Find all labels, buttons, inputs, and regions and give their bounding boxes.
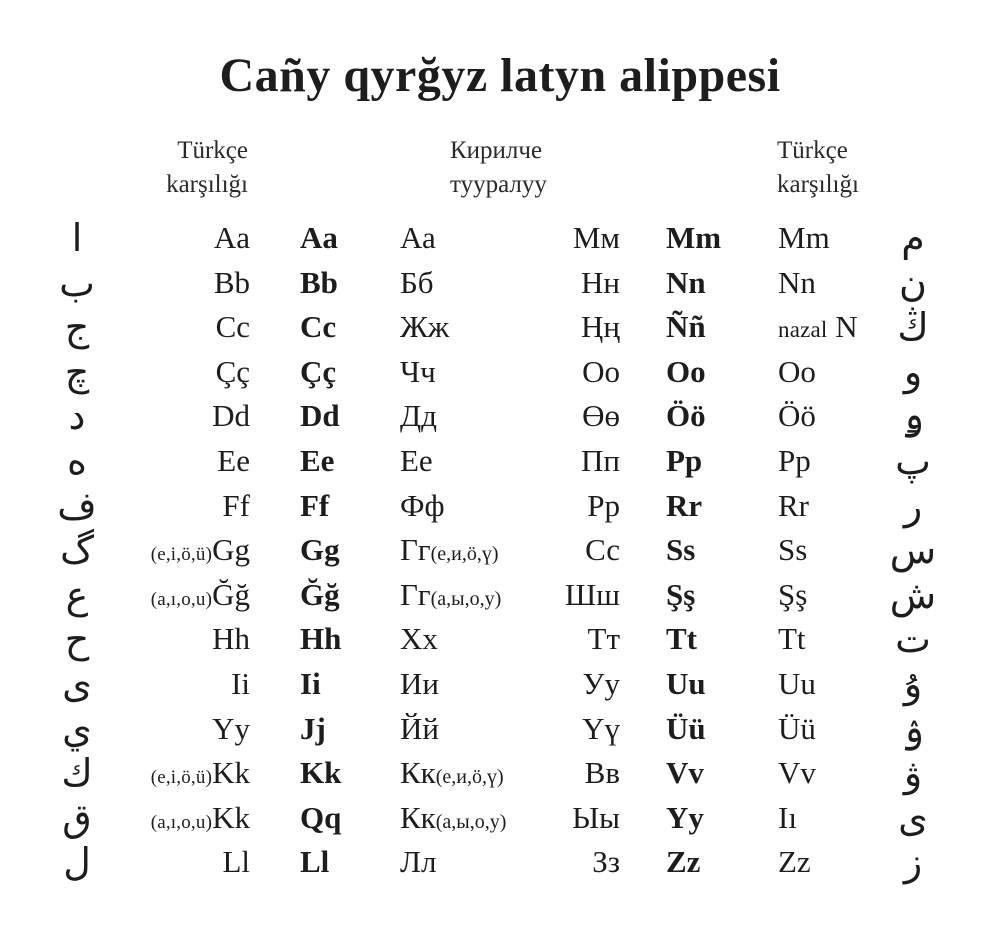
cyrillic-letter: Ее (400, 442, 433, 478)
header-line: тууралуу (450, 171, 547, 198)
arabic-letter: ۅ (901, 394, 925, 439)
turkish-equivalent-cell (151, 394, 250, 439)
arabic-letter: م (901, 216, 925, 260)
arabic-letter: ف (57, 483, 97, 528)
header-line: Türkçe (177, 137, 248, 164)
arabic-column-left (32, 216, 122, 885)
cyrillic-letter-cell (400, 662, 506, 707)
turkish-note: (e,i,ö,ü) (150, 544, 213, 566)
arabic-letter-cell (868, 261, 958, 306)
turkish-letter: Zz (778, 844, 811, 880)
cyrillic-letter-cell (565, 662, 620, 707)
turkish-letter: Mm (778, 220, 830, 255)
arabic-letter: ۇ (903, 661, 923, 706)
latin-letter-cell (300, 350, 341, 395)
cyrillic-letter: Үү (582, 710, 620, 746)
arabic-letter: ن (899, 260, 927, 305)
arabic-letter: ك (61, 751, 93, 796)
turkish-letter: Ii (231, 665, 250, 701)
arabic-letter-cell (32, 216, 122, 261)
latin-letter: Ff (300, 487, 330, 523)
turkish-letter: Kk (212, 799, 250, 835)
turkish-column-left (151, 216, 250, 885)
cyrillic-letter: Оо (582, 353, 620, 389)
latin-letter: Qq (300, 799, 342, 835)
cyrillic-letter-cell (400, 573, 506, 618)
cyrillic-letter-cell (400, 707, 506, 752)
latin-letter-cell (666, 528, 721, 573)
turkish-equivalent-cell (151, 796, 250, 841)
turkish-letter: Çç (215, 353, 250, 389)
cyrillic-letter-cell (400, 216, 506, 261)
turkish-letter: Pp (778, 442, 811, 478)
arabic-letter-cell (868, 617, 958, 662)
turkish-letter: Kk (212, 755, 250, 791)
turkish-equivalent-cell (151, 484, 250, 529)
arabic-letter: ا (71, 216, 83, 260)
cyrillic-letter: Хх (400, 621, 438, 657)
arabic-letter: ز (903, 840, 923, 885)
turkish-equivalent-cell (778, 216, 858, 261)
cyrillic-letter-cell (565, 394, 620, 439)
arabic-letter-cell (868, 840, 958, 885)
latin-letter-cell (666, 394, 721, 439)
turkish-letter: Rr (778, 487, 809, 523)
arabic-letter: ي (62, 706, 92, 751)
arabic-letter-cell (868, 305, 958, 350)
arabic-letter: ح (64, 617, 90, 662)
turkish-equivalent-cell (151, 840, 250, 885)
cyrillic-note: (е,и,ö,ү) (435, 766, 504, 789)
cyrillic-letter: Өө (582, 398, 620, 434)
cyrillic-letter: Гг (400, 532, 431, 568)
turkish-column-right (778, 216, 858, 885)
cyrillic-letter-cell (565, 796, 620, 841)
arabic-letter-cell (868, 796, 958, 841)
cyrillic-letter: Пп (581, 442, 620, 478)
cyrillic-note: (а,ы,о,у) (430, 587, 502, 610)
arabic-letter: ج (64, 305, 90, 350)
latin-letter-cell (300, 662, 341, 707)
arabic-letter-cell (868, 439, 958, 484)
cyrillic-letter: Дд (400, 398, 437, 434)
latin-letter-cell (666, 796, 721, 841)
latin-letter: Kk (300, 755, 342, 791)
latin-letter-cell (666, 350, 721, 395)
latin-letter-cell (666, 439, 721, 484)
latin-letter-cell (300, 528, 341, 573)
arabic-letter-cell (32, 707, 122, 752)
cyrillic-letter-cell (400, 350, 506, 395)
arabic-letter: ى (62, 661, 92, 706)
latin-letter: Pp (666, 442, 703, 478)
turkish-letter: Iı (778, 799, 797, 835)
arabic-letter-cell (868, 707, 958, 752)
latin-letter-cell (300, 751, 341, 796)
cyrillic-letter: Сс (585, 532, 620, 568)
latin-letter: Yy (666, 799, 704, 835)
arabic-letter: ش (889, 572, 937, 617)
turkish-equivalent-cell (151, 261, 250, 306)
cyrillic-letter: Вв (584, 755, 620, 791)
arabic-column-right (868, 216, 958, 885)
cyrillic-letter-cell (400, 394, 506, 439)
latin-letter: Rr (666, 487, 703, 523)
header-line: karşılığı (166, 171, 248, 198)
latin-letter-cell (666, 261, 721, 306)
cyrillic-letter: Рр (587, 487, 620, 523)
turkish-letter: Aa (213, 220, 250, 255)
latin-letter: Şş (666, 576, 696, 612)
latin-letter-cell (300, 573, 341, 618)
latin-letter-cell (300, 261, 341, 306)
turkish-letter: Üü (778, 710, 816, 746)
turkish-letter: Dd (212, 398, 250, 434)
cyrillic-letter: Аа (400, 220, 436, 255)
arabic-letter-cell (32, 617, 122, 662)
cyrillic-letter: Ыы (572, 799, 620, 835)
arabic-letter-cell (868, 751, 958, 796)
latin-letter: Ll (300, 844, 330, 880)
arabic-letter-cell (868, 216, 958, 261)
turkish-note: (a,ı,o,u) (150, 811, 213, 833)
turkish-note: (e,i,ö,ü) (150, 767, 213, 789)
latin-letter: Aa (300, 220, 338, 255)
latin-letter: Çç (300, 353, 337, 389)
cyrillic-letter-cell (400, 439, 506, 484)
cyrillic-letter-cell (565, 751, 620, 796)
cyrillic-letter-cell (565, 528, 620, 573)
turkish-letter: Ss (778, 532, 808, 568)
turkish-equivalent-cell (151, 707, 250, 752)
arabic-letter-cell (32, 484, 122, 529)
latin-letter-cell (300, 484, 341, 529)
cyrillic-letter-cell (565, 484, 620, 529)
latin-letter: Vv (666, 755, 704, 791)
turkish-equivalent-cell (778, 573, 858, 618)
cyrillic-letter: Жж (400, 309, 450, 345)
turkish-letter: Yy (212, 710, 250, 746)
arabic-letter: ب (59, 260, 95, 305)
cyrillic-letter-cell (400, 751, 506, 796)
cyrillic-letter-cell (400, 617, 506, 662)
turkish-letter: Cc (215, 309, 250, 345)
turkish-equivalent-cell (778, 751, 858, 796)
turkish-equivalent-cell (778, 840, 858, 885)
arabic-letter: پ (895, 438, 931, 483)
arabic-letter-cell (32, 350, 122, 395)
arabic-letter-cell (868, 484, 958, 529)
arabic-letter: س (889, 528, 937, 573)
arabic-letter-cell (32, 840, 122, 885)
cyrillic-letter-cell (400, 528, 506, 573)
cyrillic-note: (е,и,ö,ү) (430, 543, 499, 566)
arabic-letter-cell (32, 751, 122, 796)
turkish-equivalent-cell (778, 796, 858, 841)
turkish-equivalent-cell (151, 662, 250, 707)
arabic-letter-cell (32, 261, 122, 306)
arabic-letter: ع (65, 572, 89, 617)
latin-column-right (666, 216, 721, 885)
page-title: Cañy qyrğyz latyn alippesi (219, 49, 781, 102)
cyrillic-letter: Мм (572, 220, 620, 255)
arabic-letter: ۉ (901, 706, 925, 751)
latin-letter-cell (300, 617, 341, 662)
arabic-letter: ل (63, 840, 91, 885)
turkish-equivalent-cell (151, 617, 250, 662)
turkish-equivalent-cell (778, 305, 858, 350)
turkish-equivalent-cell (151, 216, 250, 261)
cyrillic-letter-cell (565, 573, 620, 618)
turkish-letter: Oo (778, 353, 816, 389)
cyrillic-letter: Ңң (581, 309, 620, 345)
turkish-letter: Ğğ (212, 576, 250, 612)
latin-letter-cell (666, 216, 721, 261)
arabic-letter: ۋ (903, 751, 923, 796)
turkish-equivalent-cell (778, 617, 858, 662)
latin-letter-cell (666, 573, 721, 618)
latin-letter-cell (666, 617, 721, 662)
turkish-letter: Ll (222, 844, 250, 880)
arabic-letter: ڭ (897, 305, 929, 350)
latin-letter-cell (300, 216, 341, 261)
cyrillic-letter: Фф (400, 487, 445, 523)
header-line: Кирилче (450, 137, 543, 164)
arabic-letter-cell (868, 662, 958, 707)
cyrillic-letter: Нн (581, 264, 620, 300)
turkish-letter: Uu (778, 665, 816, 701)
latin-letter: Uu (666, 665, 706, 701)
turkish-equivalent-cell (778, 707, 858, 752)
turkish-letter: Şş (778, 576, 808, 612)
cyrillic-letter: Уу (582, 665, 620, 701)
arabic-letter: ى (898, 795, 928, 840)
arabic-letter: و (903, 349, 923, 394)
turkish-equivalent-cell (778, 662, 858, 707)
cyrillic-letter: Кк (400, 755, 436, 791)
cyrillic-letter-cell (400, 484, 506, 529)
cyrillic-letter-cell (565, 261, 620, 306)
latin-letter: Ğğ (300, 576, 340, 612)
latin-letter: Ññ (666, 309, 706, 345)
turkish-equivalent-cell (778, 528, 858, 573)
latin-letter: Dd (300, 398, 340, 434)
cyrillic-letter: Шш (564, 576, 620, 612)
latin-letter: Üü (666, 710, 706, 746)
latin-letter: Hh (300, 621, 342, 657)
latin-letter: Oo (666, 353, 706, 389)
cyrillic-letter: Ии (400, 665, 439, 701)
header-line: Türkçe (777, 137, 848, 164)
latin-letter: Zz (666, 844, 701, 880)
latin-letter-cell (300, 439, 341, 484)
cyrillic-letter: Бб (400, 264, 434, 300)
turkish-note: nazal (778, 317, 828, 343)
arabic-letter-cell (32, 394, 122, 439)
header-turkish-right (777, 134, 859, 202)
latin-letter-cell (666, 305, 721, 350)
cyrillic-letter: Чч (400, 353, 436, 389)
cyrillic-column-right (565, 216, 620, 885)
cyrillic-letter-cell (565, 305, 620, 350)
cyrillic-letter: Лл (400, 844, 437, 880)
latin-letter: Ee (300, 442, 335, 478)
latin-letter-cell (300, 707, 341, 752)
turkish-letter: Ee (217, 442, 250, 478)
latin-letter-cell (300, 840, 341, 885)
cyrillic-note: (а,ы,о,у) (435, 810, 507, 833)
arabic-letter: ت (895, 617, 931, 662)
latin-column-left (300, 216, 341, 885)
turkish-letter: Öö (778, 398, 816, 434)
arabic-letter-cell (32, 573, 122, 618)
turkish-letter: Vv (778, 755, 816, 791)
turkish-equivalent-cell (151, 439, 250, 484)
latin-letter: Cc (300, 309, 337, 345)
header-cyrillic (450, 134, 547, 202)
latin-letter: Jj (300, 710, 326, 746)
turkish-letter: N (835, 309, 858, 345)
arabic-letter-cell (868, 528, 958, 573)
turkish-letter: Gg (212, 532, 250, 568)
latin-letter: Nn (666, 264, 706, 300)
cyrillic-letter-cell (400, 796, 506, 841)
turkish-equivalent-cell (151, 528, 250, 573)
latin-letter: Ss (666, 532, 696, 568)
cyrillic-letter-cell (400, 261, 506, 306)
turkish-equivalent-cell (151, 350, 250, 395)
latin-letter: Bb (300, 264, 338, 300)
latin-letter: Gg (300, 532, 340, 568)
latin-letter: Tt (666, 621, 697, 657)
arabic-letter-cell (32, 796, 122, 841)
turkish-equivalent-cell (778, 394, 858, 439)
header-line: karşılığı (777, 171, 859, 198)
arabic-letter: د (68, 394, 86, 439)
cyrillic-letter-cell (565, 350, 620, 395)
turkish-equivalent-cell (151, 751, 250, 796)
arabic-letter-cell (868, 573, 958, 618)
turkish-note: (a,ı,o,u) (150, 588, 213, 610)
cyrillic-letter-cell (565, 840, 620, 885)
latin-letter-cell (666, 751, 721, 796)
latin-letter: Ii (300, 665, 321, 701)
turkish-equivalent-cell (778, 350, 858, 395)
turkish-letter: Bb (213, 264, 250, 300)
arabic-letter: ە (67, 438, 87, 483)
turkish-equivalent-cell (778, 439, 858, 484)
turkish-letter: Hh (212, 621, 250, 657)
turkish-letter: Ff (222, 487, 250, 523)
latin-letter-cell (666, 484, 721, 529)
cyrillic-letter: Гг (400, 576, 431, 612)
cyrillic-letter-cell (565, 617, 620, 662)
turkish-letter: Nn (778, 264, 816, 300)
latin-letter-cell (666, 707, 721, 752)
cyrillic-letter: Кк (400, 799, 436, 835)
cyrillic-letter-cell (565, 707, 620, 752)
arabic-letter-cell (32, 439, 122, 484)
latin-letter-cell (300, 305, 341, 350)
turkish-equivalent-cell (151, 305, 250, 350)
header-turkish-left (166, 134, 248, 202)
arabic-letter-cell (32, 528, 122, 573)
turkish-equivalent-cell (778, 484, 858, 529)
turkish-letter: Tt (778, 621, 806, 657)
latin-letter-cell (300, 796, 341, 841)
latin-letter-cell (666, 840, 721, 885)
arabic-letter: گ (59, 528, 94, 573)
latin-letter: Mm (666, 220, 722, 255)
cyrillic-letter: Зз (592, 844, 620, 880)
latin-letter-cell (666, 662, 721, 707)
arabic-letter: چ (64, 349, 90, 394)
arabic-letter-cell (868, 350, 958, 395)
arabic-letter: ر (903, 483, 923, 528)
arabic-letter-cell (32, 305, 122, 350)
arabic-letter: ق (62, 795, 92, 840)
cyrillic-letter-cell (400, 305, 506, 350)
cyrillic-letter: Йй (400, 710, 439, 746)
cyrillic-letter-cell (565, 439, 620, 484)
turkish-equivalent-cell (151, 573, 250, 618)
cyrillic-letter: Тт (587, 621, 620, 657)
cyrillic-letter-cell (400, 840, 506, 885)
arabic-letter-cell (868, 394, 958, 439)
cyrillic-column-left (400, 216, 506, 885)
cyrillic-letter-cell (565, 216, 620, 261)
latin-letter-cell (300, 394, 341, 439)
turkish-equivalent-cell (778, 261, 858, 306)
arabic-letter-cell (32, 662, 122, 707)
latin-letter: Öö (666, 398, 706, 434)
